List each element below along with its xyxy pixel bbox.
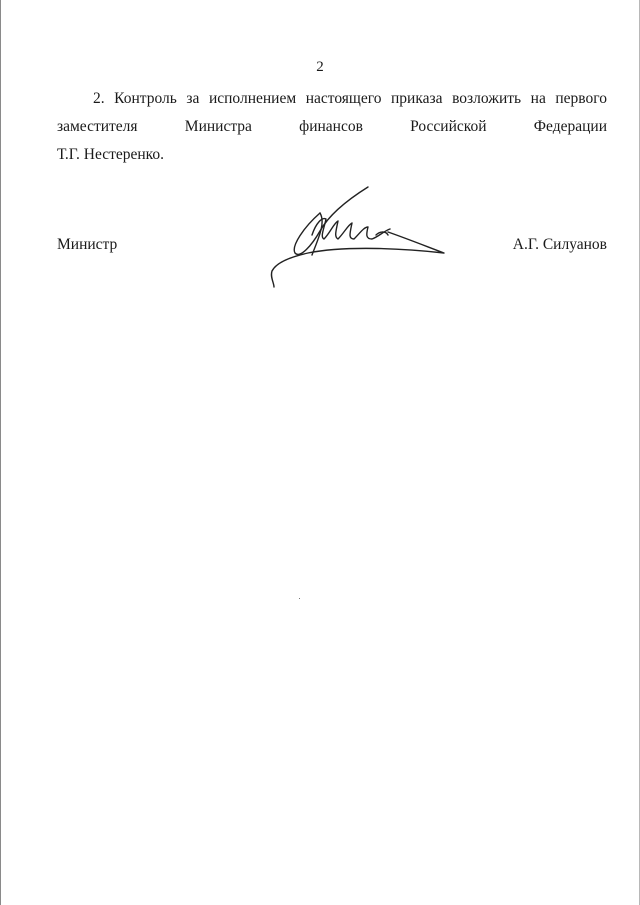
paragraph-word: финансов [299, 118, 363, 135]
handwritten-signature [268, 183, 453, 288]
paragraph-word: Федерации [533, 118, 607, 135]
signer-name: А.Г. Силуанов [512, 236, 607, 253]
page-number: 2 [316, 59, 324, 75]
paragraph-word: заместителя [57, 118, 138, 135]
page-left-edge [0, 0, 1, 905]
signer-position: Министр [57, 236, 118, 253]
paragraph-line-1: 2. Контроль за исполнением настоящего приказа возложить на первого [93, 90, 607, 107]
paragraph-line-2 [57, 118, 607, 136]
paragraph-word: Российской [410, 118, 487, 135]
paragraph-word: Министра [184, 118, 252, 135]
paragraph-line-3: Т.Г. Нестеренко. [57, 146, 165, 163]
scan-speck [299, 598, 300, 599]
